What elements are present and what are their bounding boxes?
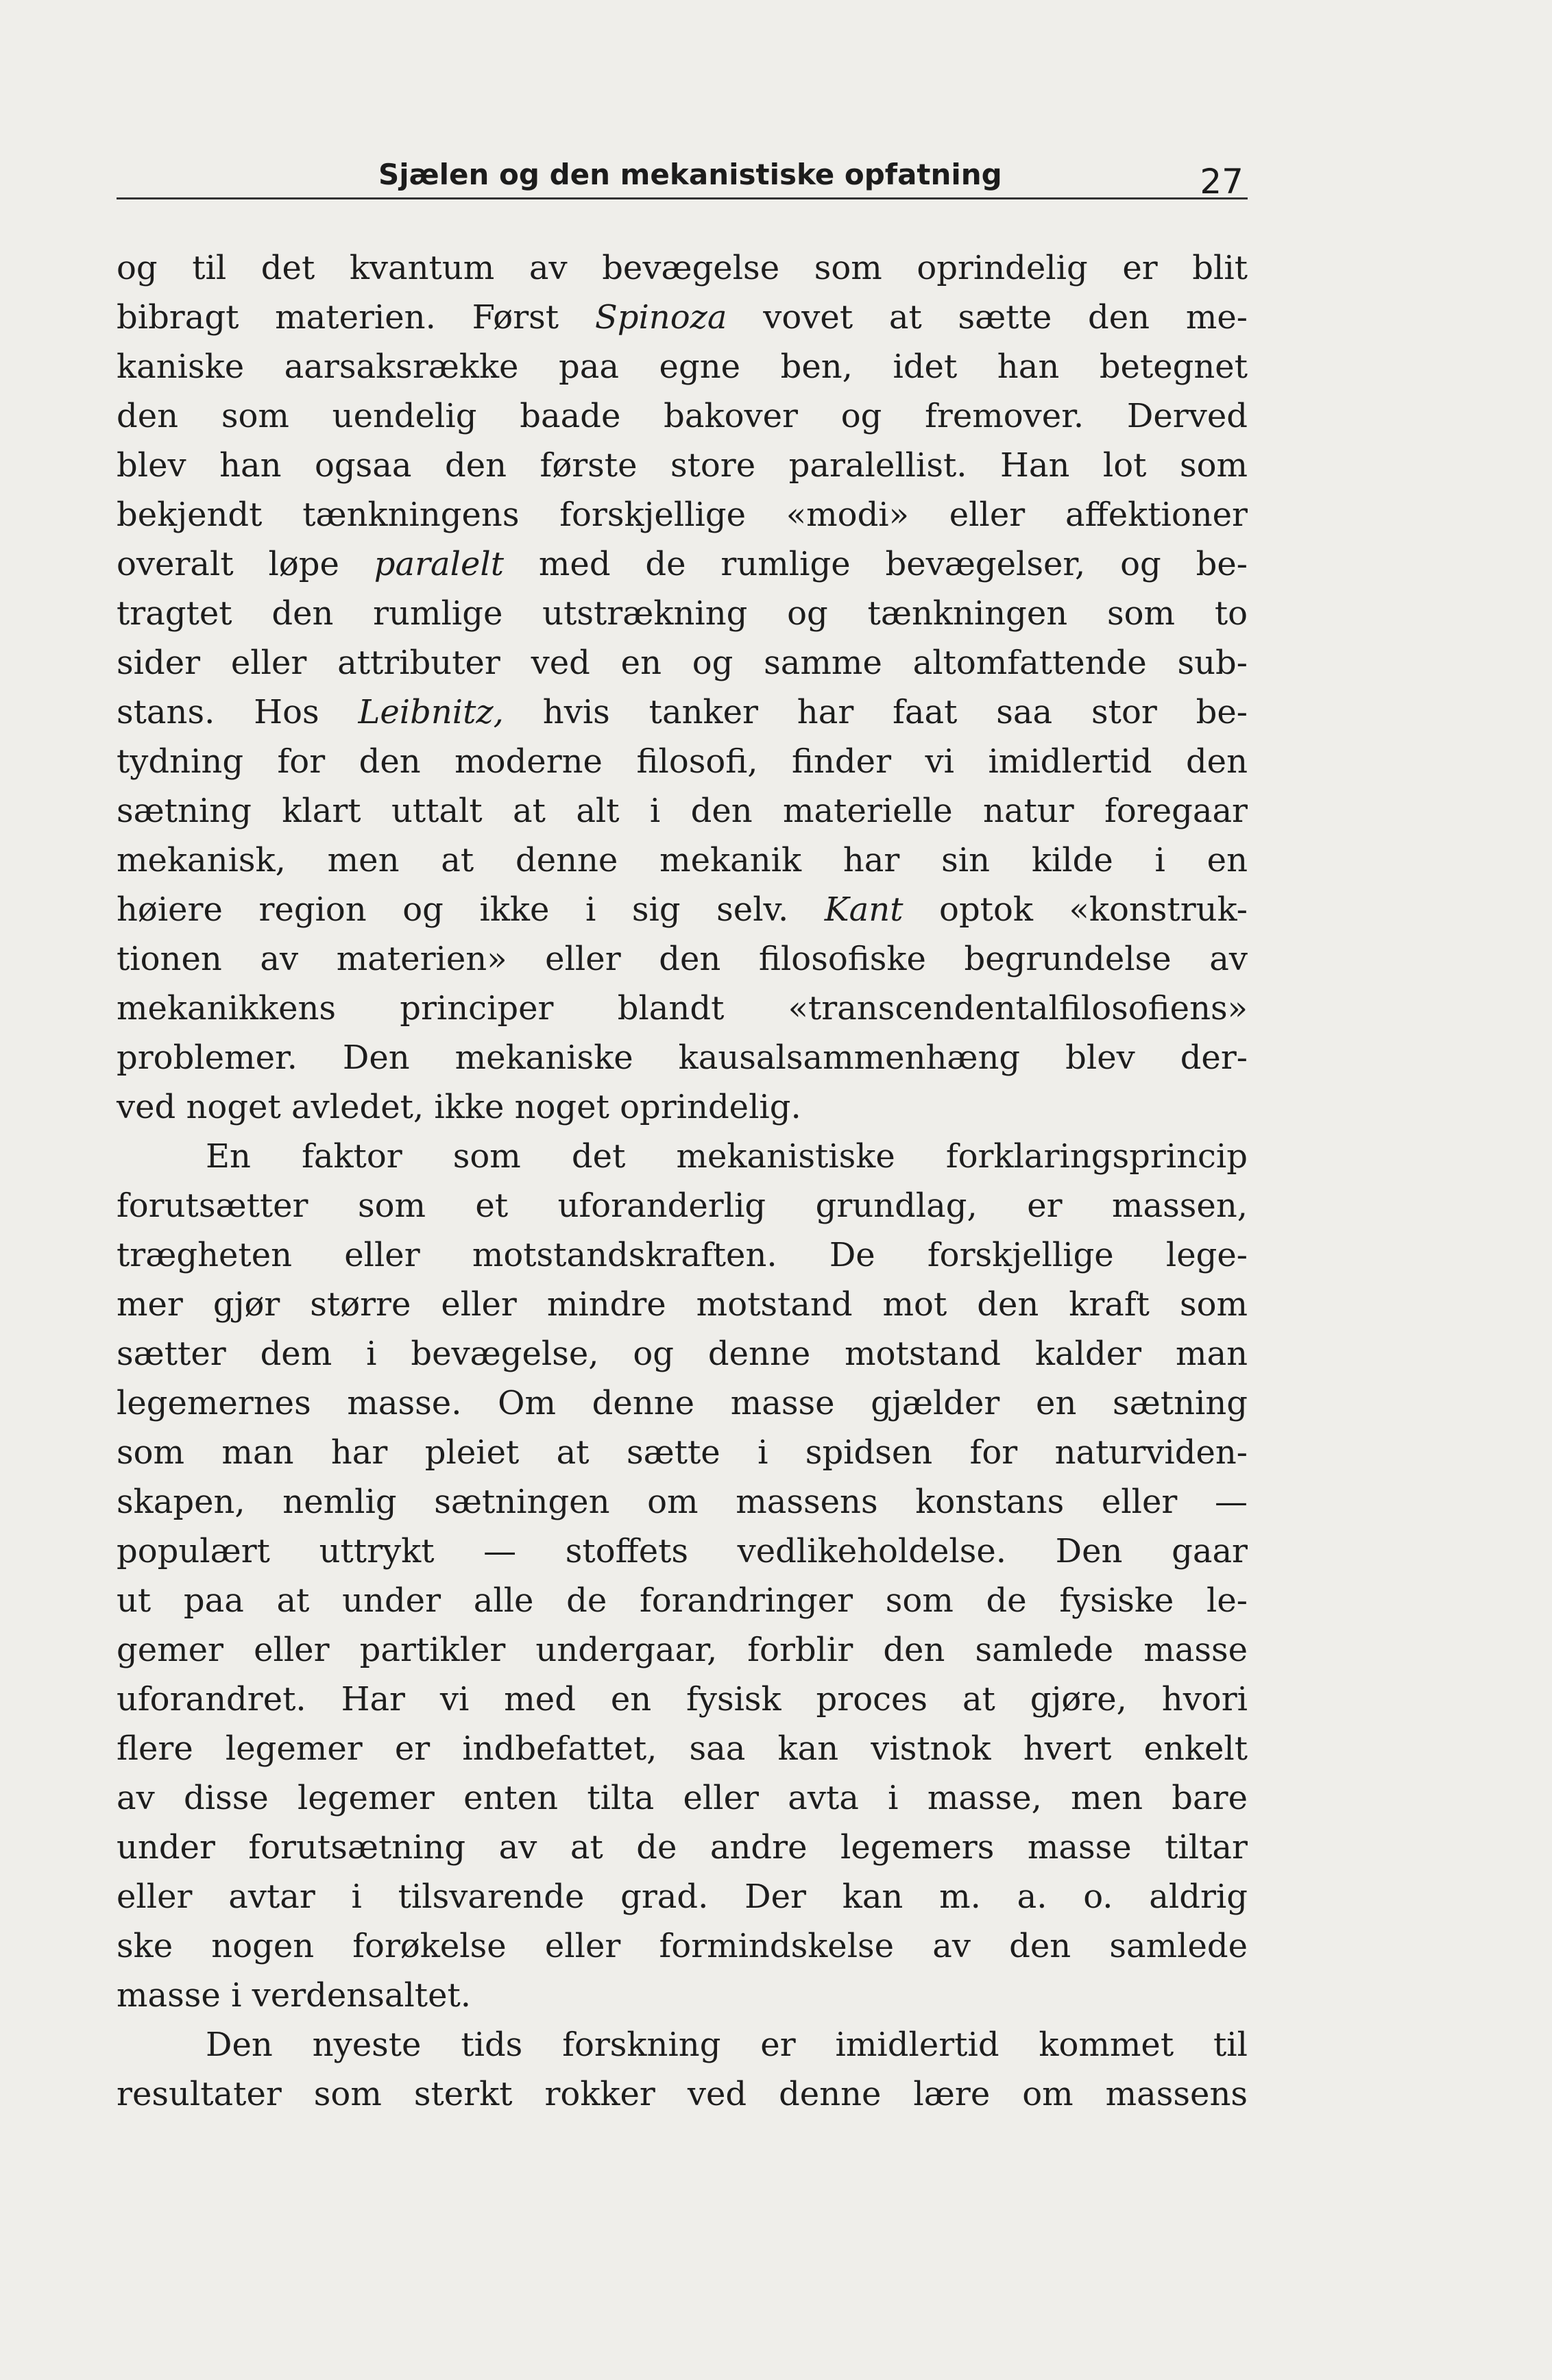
text-line: som man har pleiet at sætte i spidsen for naturviden- — [117, 1433, 1248, 1472]
text-line: ske nogen forøkelse eller formindskelse av den samlede — [117, 1927, 1248, 1965]
text-line: ut paa at under alle de forandringer som de fysiske le- — [117, 1581, 1248, 1620]
body-text — [117, 243, 1248, 2119]
text-line: bibragt materien. Først Spinoza vovet at sætte den me- — [117, 298, 1248, 337]
text-line: blev han ogsaa den første store paralellist. Han lot som — [117, 446, 1248, 485]
name-spinoza: Spinoza — [594, 298, 727, 337]
text-line: legemernes masse. Om denne masse gjælder en sætning — [117, 1384, 1248, 1422]
text-line: og til det kvantum av bevægelse som oprindelig er blit — [117, 249, 1248, 287]
text-line: skapen, nemlig sætningen om massens konstans eller — — [117, 1483, 1248, 1521]
term-paralelt: paralelt — [374, 545, 505, 583]
text-line: kaniske aarsaksrække paa egne ben, idet han betegnet — [117, 348, 1248, 386]
text-line: mer gjør større eller mindre motstand mot den kraft som — [117, 1285, 1248, 1324]
text-line: eller avtar i tilsvarende grad. Der kan m. a. o. aldrig — [117, 1878, 1248, 1916]
text-line: masse i verdensaltet. — [117, 1976, 472, 2015]
text-line: sætning klart uttalt at alt i den materielle natur foregaar — [117, 792, 1248, 830]
text-line: En faktor som det mekanistiske forklaringsprincip — [206, 1137, 1248, 1176]
text-line: ved noget avledet, ikke noget oprindelig. — [117, 1088, 801, 1126]
text-line: av disse legemer enten tilta eller avta i masse, men bare — [117, 1779, 1248, 1817]
text-line: mekanisk, men at denne mekanik har sin kilde i en — [117, 841, 1248, 879]
text-line: forutsætter som et uforanderlig grundlag, er massen, — [117, 1187, 1248, 1225]
text-line: tydning for den moderne filosofi, finder vi imidlertid den — [117, 742, 1248, 781]
text-line: stans. Hos Leibnitz, hvis tanker har faat saa stor be- — [117, 693, 1248, 731]
text-line: overalt løpe paralelt med de rumlige bevægelser, og be- — [117, 545, 1248, 583]
text-line: tionen av materien» eller den filosofiske begrundelse av — [117, 940, 1248, 978]
text-line: gemer eller partikler undergaar, forblir den samlede masse — [117, 1631, 1248, 1669]
text-line: Den nyeste tids forskning er imidlertid kommet til — [206, 2026, 1248, 2064]
text-line: høiere region og ikke i sig selv. Kant optok «konstruk- — [117, 890, 1248, 929]
text-line: sætter dem i bevægelse, og denne motstand kalder man — [117, 1335, 1248, 1373]
text-line: populært uttrykt — stoffets vedlikeholdelse. Den gaar — [117, 1532, 1248, 1570]
text-line: bekjendt tænkningens forskjellige «modi» eller affektioner — [117, 496, 1248, 534]
text-line: mekanikkens principer blandt «transcendentalfilosofiens» — [117, 989, 1248, 1028]
text-line: uforandret. Har vi med en fysisk proces at gjøre, hvori — [117, 1680, 1248, 1719]
name-leibnitz: Leibnitz, — [358, 693, 504, 731]
text-line: problemer. Den mekaniske kausalsammenhæng blev der- — [117, 1039, 1248, 1077]
text-line: flere legemer er indbefattet, saa kan vistnok hvert enkelt — [117, 1729, 1248, 1768]
text-line: trægheten eller motstandskraften. De forskjellige lege- — [117, 1236, 1248, 1274]
chapter-title: Sjælen og den mekanistiske opfatning — [378, 158, 1002, 191]
text-line: under forutsætning av at de andre legemers masse tiltar — [117, 1828, 1248, 1867]
text-line: tragtet den rumlige utstrækning og tænkningen som to — [117, 594, 1248, 633]
text-line: sider eller attributer ved en og samme altomfattende sub- — [117, 644, 1248, 682]
name-kant: Kant — [824, 890, 904, 929]
text-line: resultater som sterkt rokker ved denne lære om massens — [117, 2075, 1248, 2113]
running-header — [117, 149, 1248, 202]
page-number: 27 — [1200, 162, 1244, 202]
text-line: den som uendelig baade bakover og fremover. Derved — [117, 397, 1248, 435]
